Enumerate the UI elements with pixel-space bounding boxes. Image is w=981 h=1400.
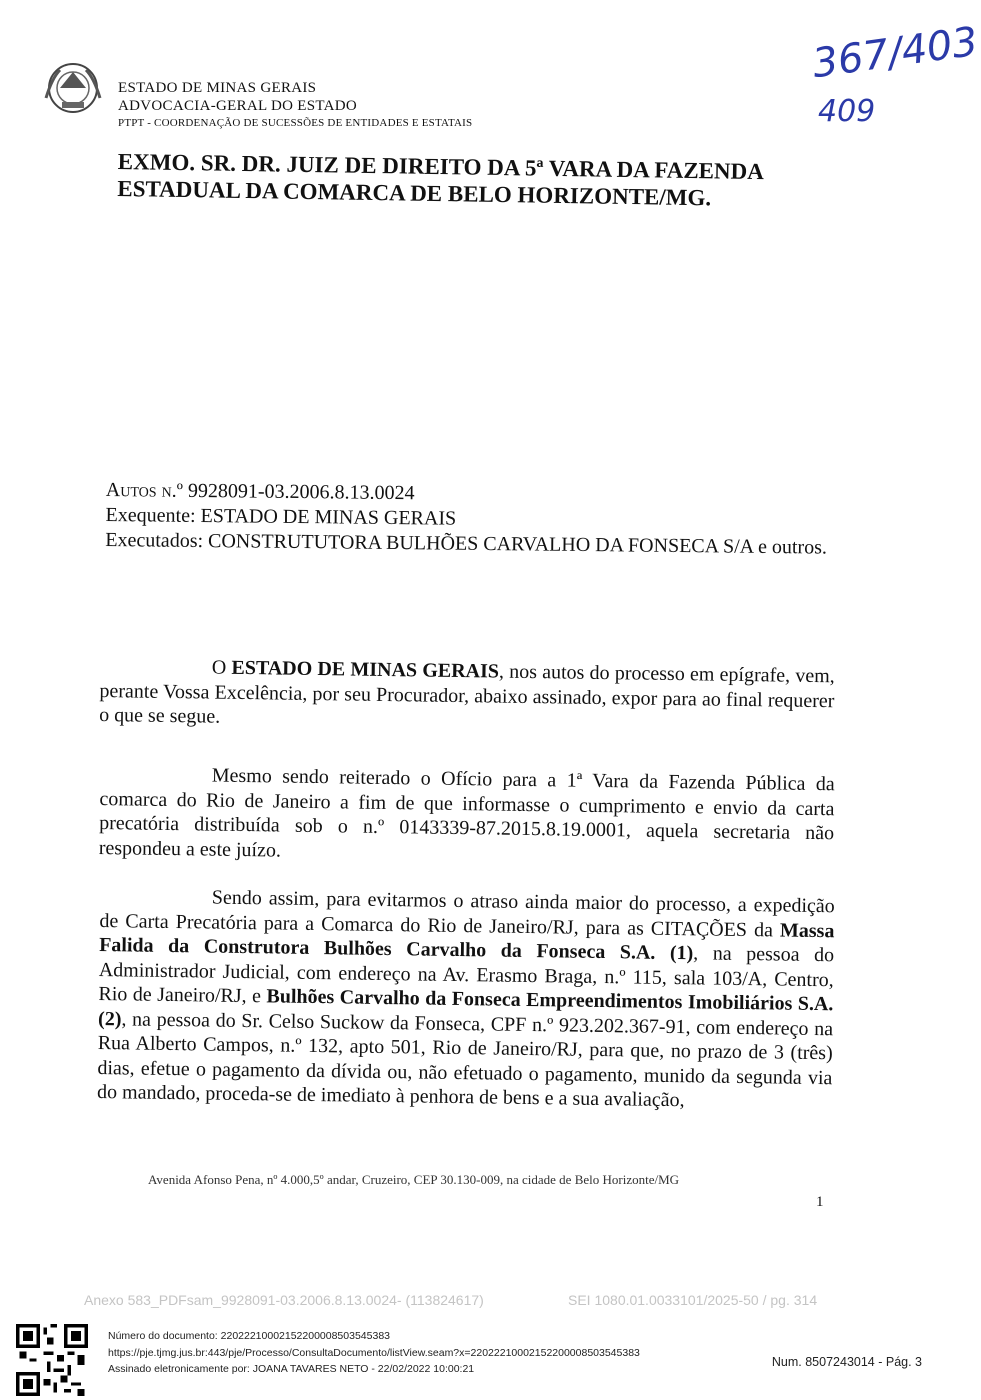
sei-watermark: SEI 1080.01.0033101/2025-50 / pg. 314 (568, 1292, 818, 1308)
header-agency: ADVOCACIA-GERAL DO ESTADO (118, 98, 358, 114)
addressee: EXMO. SR. DR. JUIZ DE DIREITO DA 5ª VARA DA FAZENDA ESTADUAL DA COMARCA DE BELO HORIZONTE/MG. (117, 148, 763, 211)
handwritten-page-number-top: 367/403 (809, 18, 981, 88)
document-url[interactable]: https://pje.tjmg.jus.br:443/pje/Processo/ConsultaDocumento/listView.seam?x=22022210002152200008503545383 (108, 1347, 640, 1359)
paragraph-request: Sendo assim, para evitarmos o atraso ainda maior do processo, a expedição de Carta Precatória para a Comarca do Rio de Janeiro/RJ, para as CITAÇÕES da Massa Falida da Construtora Bulhões Carvalho da Fonseca S.A. (1), na pessoa do Administrador Judicial, com endereço na Av. Erasmo Braga, n.º 115, sala 103/A, Centro, Rio de Janeiro/RJ, e Bulhões Carvalho da Fonseca Empreendimentos Imobiliários S.A. (2), na pessoa do Sr. Celso Suckow da Fonseca, CPF n.º 923.202.367-91, com endereço na Rua Alberto Campos, n.º 132, apto 501, Rio de Janeiro/RJ, para que, no prazo de 3 (três) dias, efetue o pagamento da dívida ou, não efetuado o pagamento, munido da segunda via do mandado, proceda-se de imediato à penhora de bens e a sua avaliação, (96, 886, 835, 1112)
qr-code (16, 1324, 88, 1396)
signature-line: Assinado eletronicamente por: JOANA TAVARES NETO - 22/02/2022 10:00:21 (108, 1363, 475, 1375)
case-number: Autos n.º 9928091-03.2006.8.13.0024 (105, 478, 415, 505)
exequente: Exequente: ESTADO DE MINAS GERAIS (105, 503, 457, 530)
case-info (105, 478, 846, 561)
coat-of-arms-seal (40, 58, 106, 116)
paragraph-intro: O ESTADO DE MINAS GERAIS, nos autos do processo em epígrafe, vem, perante Vossa Excelência, por seu Procurador, abaixo assinado, expor para ao final requerer o que se segue. (98, 656, 835, 728)
header-department: PTPT - COORDENAÇÃO DE SUCESSÕES DE ENTIDADES E ESTATAIS (118, 117, 473, 129)
page-number: 1 (816, 1194, 824, 1210)
footer-address: Avenida Afonso Pena, nº 4.000,5º andar, Cruzeiro, CEP 30.130-009, na cidade de Belo Horizonte/MG (148, 1172, 680, 1187)
num-page-reference: Num. 8507243014 - Pág. 3 (771, 1355, 922, 1369)
executados: Executados: CONSTRUTUTORA BULHÕES CARVALHO DA FONSECA S/A e outros. (105, 528, 828, 559)
paragraph-oficio: Mesmo sendo reiterado o Ofício para a 1ª Vara da Fazenda Pública da comarca do Rio de Janeiro a fim de que informasse o cumprimento e envio da carta precatória distribuída sob o n.º 0143339-87.2015.8.19.0001, aquela secretaria não respondeu a este juízo. (98, 764, 835, 862)
annex-watermark: Anexo 583_PDFsam_9928091-03.2006.8.13.0024- (113824617) (84, 1292, 484, 1308)
header-state: ESTADO DE MINAS GERAIS (118, 80, 317, 96)
handwritten-page-number-bottom: 409 (818, 94, 876, 129)
document-number: Número do documento: 22022210002152200008503545383 (108, 1330, 390, 1342)
